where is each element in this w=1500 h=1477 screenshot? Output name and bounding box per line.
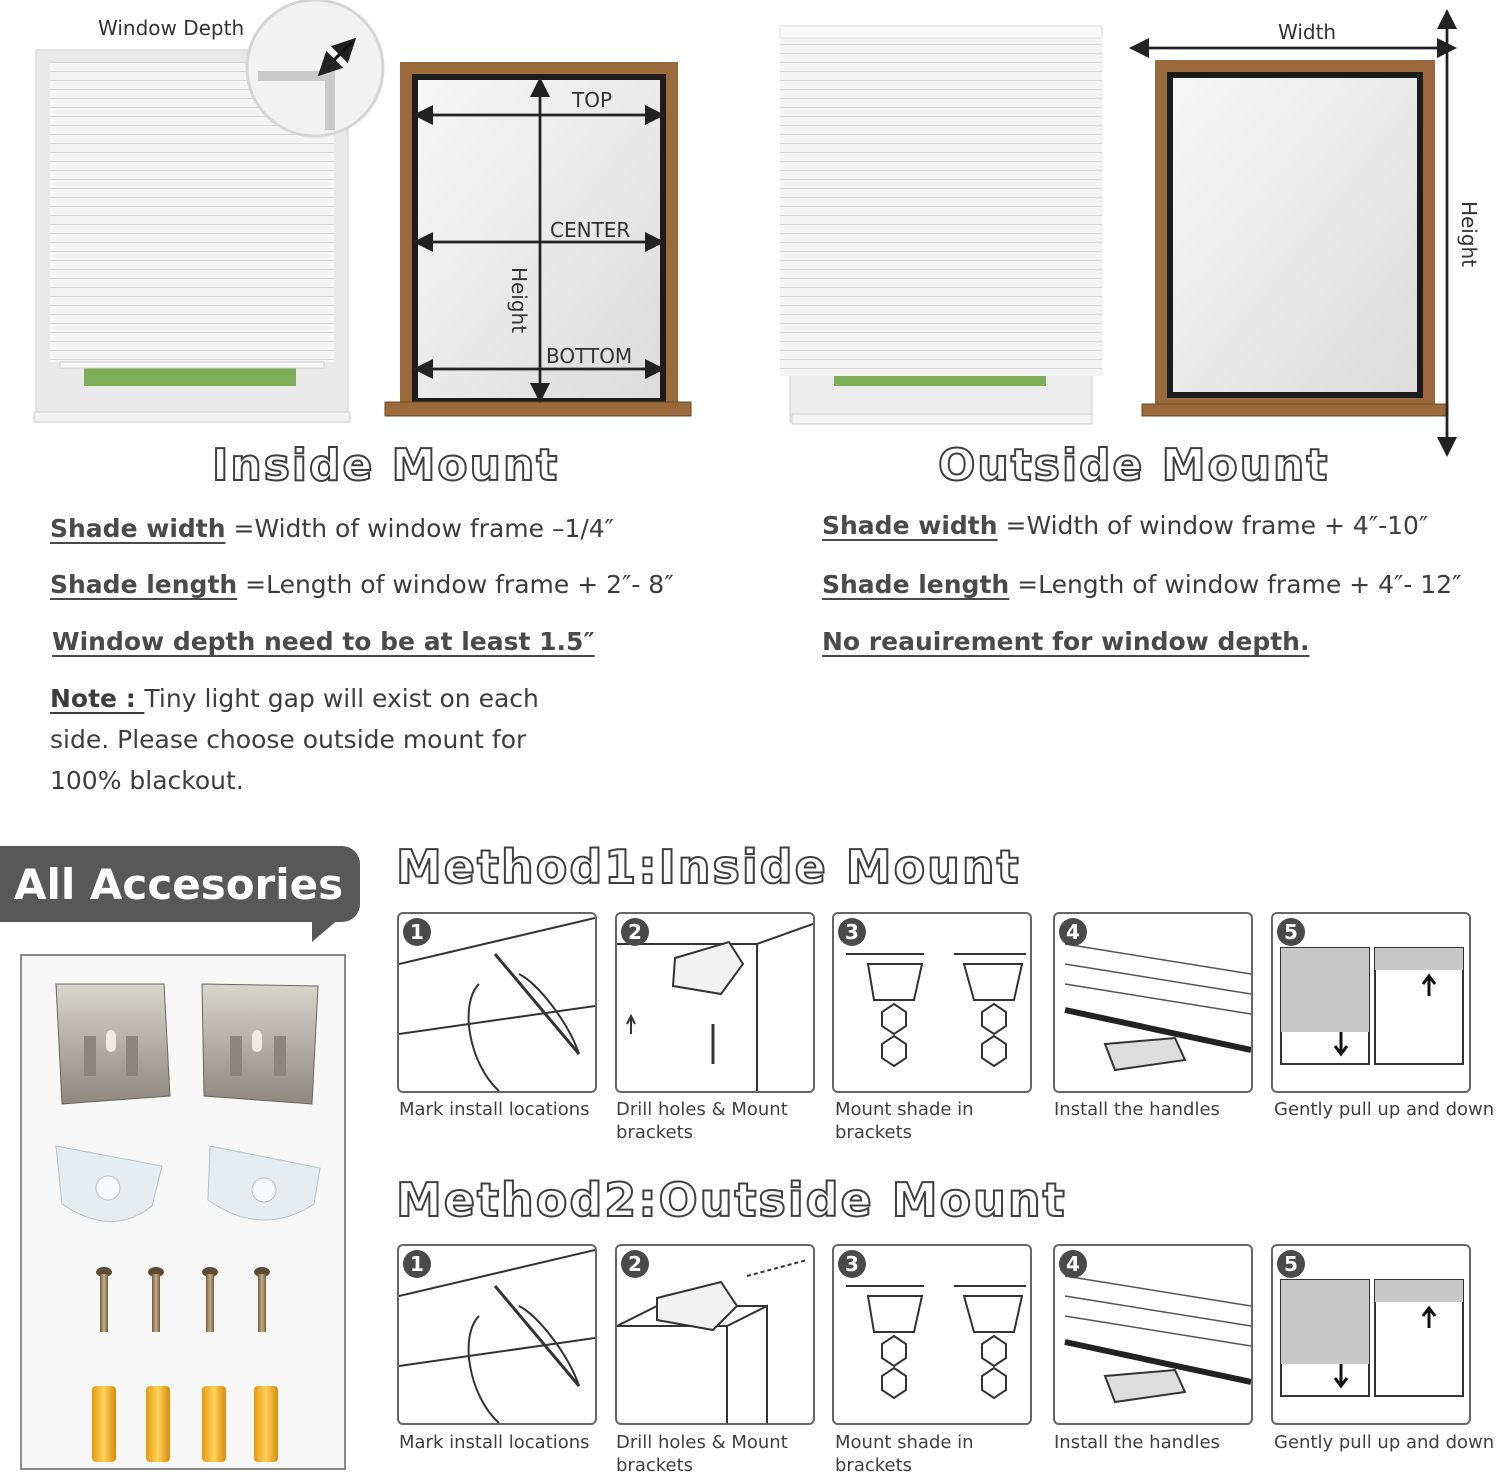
mark-location-illustration	[399, 914, 595, 1091]
outside-shade-length-rule	[822, 570, 1461, 599]
clear-handle-icon	[56, 1146, 162, 1222]
inside-mount-diagram	[385, 62, 691, 416]
inside-shade-width-key: Shade width	[50, 514, 226, 543]
method2-step-1-caption: Mark install locations	[399, 1432, 590, 1453]
method1-step-4	[1053, 912, 1253, 1093]
inside-diagram-height-label: Height	[507, 266, 532, 334]
accessories-panel	[20, 954, 346, 1470]
screw-icon	[254, 1267, 270, 1332]
note-text: Tiny light gap will exist on each side. Please choose outside mount for 100% blackout.	[50, 684, 539, 795]
inside-mount-note	[50, 678, 590, 801]
method1-title: Method1:Inside Mount	[396, 840, 1021, 894]
outside-shade-length-value: =Length of window frame + 4″- 12″	[1009, 570, 1462, 599]
outside-diagram-width-label: Width	[1278, 20, 1337, 44]
method2-step-2	[615, 1244, 815, 1425]
screw-icon	[202, 1267, 218, 1332]
method1-step-3-caption: Mount shade in brackets	[835, 1099, 974, 1143]
method1-step-1-caption: Mark install locations	[399, 1099, 590, 1120]
diagram-center-label: CENTER	[550, 218, 631, 242]
method1-step-2	[615, 912, 815, 1093]
inside-shade-length-key: Shade length	[50, 570, 238, 599]
outside-mount-diagram	[1134, 14, 1452, 452]
pull-shade-illustration	[1273, 1246, 1469, 1423]
top-illustrations	[0, 0, 1500, 460]
inside-shade-length-rule	[50, 570, 674, 599]
method1-step-4-caption: Install the handles	[1054, 1099, 1220, 1120]
mark-location-illustration	[399, 1246, 595, 1423]
method2-step-4-caption: Install the handles	[1054, 1432, 1220, 1453]
method2-title: Method2:Outside Mount	[396, 1173, 1067, 1227]
drill-mount-illustration	[617, 914, 813, 1091]
step-number-badge: 1	[403, 1250, 431, 1278]
drill-mount-illustration	[617, 1246, 813, 1423]
wall-anchor-icon	[92, 1386, 116, 1462]
inside-shade-width-rule	[50, 514, 614, 543]
method2-step-2-caption: Drill holes & Mount brackets	[616, 1432, 788, 1476]
banner-pointer	[300, 918, 340, 944]
outside-mount-photo	[780, 26, 1102, 424]
inside-mount-title: Inside Mount	[212, 440, 560, 491]
accessories-illustration	[22, 956, 344, 1468]
method1-step-5-caption: Gently pull up and down	[1274, 1099, 1495, 1120]
clear-handle-icon	[208, 1146, 320, 1220]
window-depth-label: Window Depth	[98, 16, 245, 40]
outside-shade-width-rule	[822, 511, 1428, 540]
step-number-badge: 5	[1277, 918, 1305, 946]
screw-icon	[148, 1267, 164, 1332]
mount-shade-illustration	[834, 914, 1030, 1091]
step-number-badge: 2	[621, 918, 649, 946]
window-depth-magnifier	[247, 0, 383, 136]
method2-step-3	[832, 1244, 1032, 1425]
outside-mount-title: Outside Mount	[938, 440, 1330, 491]
mounting-bracket-icon	[202, 984, 318, 1104]
outside-depth-requirement: No reauirement for window depth.	[822, 627, 1310, 656]
method1-step-1	[397, 912, 597, 1093]
install-handle-illustration	[1055, 1246, 1251, 1423]
method2-step-1	[397, 1244, 597, 1425]
wall-anchor-icon	[202, 1386, 226, 1462]
step-number-badge: 2	[621, 1250, 649, 1278]
note-key: Note :	[50, 684, 145, 713]
mounting-bracket-icon	[56, 984, 170, 1104]
step-number-badge: 5	[1277, 1250, 1305, 1278]
method2-step-5-caption: Gently pull up and down	[1274, 1432, 1495, 1453]
screw-icon	[96, 1267, 112, 1332]
step-number-badge: 1	[403, 918, 431, 946]
mount-shade-illustration	[834, 1246, 1030, 1423]
step-number-badge: 4	[1059, 1250, 1087, 1278]
inside-shade-width-value: =Width of window frame –1/4″	[225, 514, 615, 543]
install-handle-illustration	[1055, 914, 1251, 1091]
step-number-badge: 3	[838, 918, 866, 946]
outside-shade-width-key: Shade width	[822, 511, 998, 540]
inside-depth-requirement: Window depth need to be at least 1.5″	[52, 627, 595, 656]
method1-step-2-caption: Drill holes & Mount brackets	[616, 1099, 788, 1143]
method2-step-3-caption: Mount shade in brackets	[835, 1432, 974, 1476]
method2-step-4	[1053, 1244, 1253, 1425]
inside-shade-length-value: =Length of window frame + 2″- 8″	[237, 570, 674, 599]
diagram-top-label: TOP	[572, 88, 613, 112]
accessories-banner	[0, 846, 360, 922]
outside-shade-length-key: Shade length	[822, 570, 1010, 599]
accessories-title: All Accesories	[14, 859, 344, 909]
step-number-badge: 3	[838, 1250, 866, 1278]
pull-shade-illustration	[1273, 914, 1469, 1091]
method2-step-5	[1271, 1244, 1471, 1425]
wall-anchor-icon	[254, 1386, 278, 1462]
wall-anchor-icon	[146, 1386, 170, 1462]
outside-shade-width-value: =Width of window frame + 4″-10″	[997, 511, 1429, 540]
method1-step-3	[832, 912, 1032, 1093]
outside-diagram-height-label: Height	[1457, 200, 1482, 268]
diagram-bottom-label: BOTTOM	[546, 344, 633, 368]
step-number-badge: 4	[1059, 918, 1087, 946]
method1-step-5	[1271, 912, 1471, 1093]
